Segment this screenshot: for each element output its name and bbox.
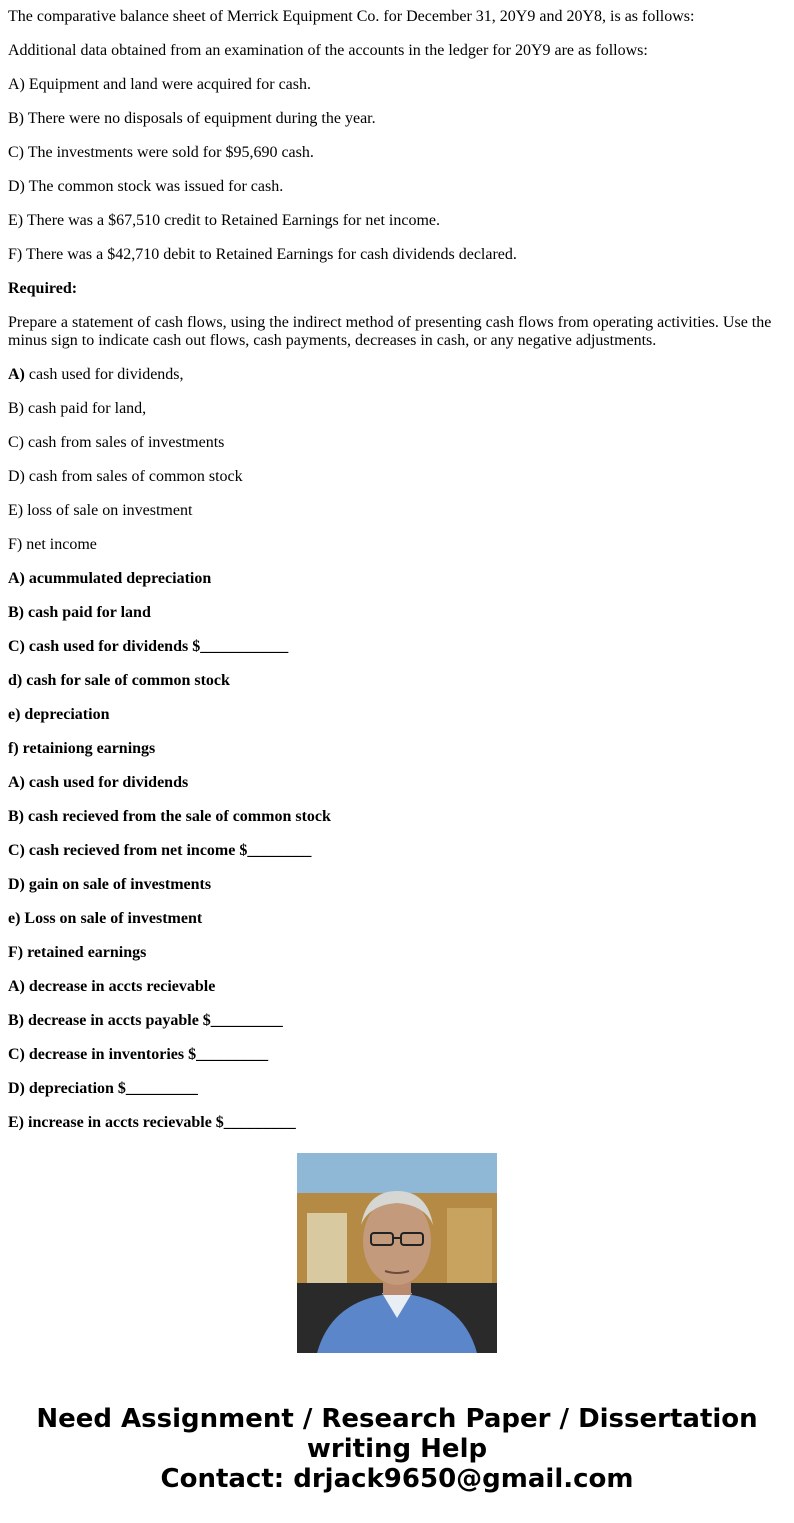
option-prefix: A) [8, 366, 25, 383]
answer-item: E) increase in accts recievable $_________ [8, 1114, 296, 1131]
promo-contact: Contact: drjack9650@gmail.com [160, 1464, 634, 1494]
option-item: C) cash from sales of investments [8, 434, 225, 451]
answer-item: d) cash for sale of common stock [8, 672, 230, 689]
data-item: C) The investments were sold for $95,690 cash. [8, 144, 314, 161]
data-item: B) There were no disposals of equipment during the year. [8, 110, 376, 127]
data-item: F) There was a $42,710 debit to Retained Earnings for cash dividends declared. [8, 246, 517, 263]
answer-item: D) depreciation $_________ [8, 1080, 198, 1097]
data-item: E) There was a $67,510 credit to Retained Earnings for net income. [8, 212, 441, 229]
intro-text: The comparative balance sheet of Merrick Equipment Co. for December 31, 20Y9 and 20Y8, is as follows: [8, 8, 695, 25]
option-item: D) cash from sales of common stock [8, 468, 243, 485]
answer-item: F) retained earnings [8, 944, 147, 961]
data-item: D) The common stock was issued for cash. [8, 178, 284, 195]
question-document [8, 0, 786, 1131]
answer-item: f) retainiong earnings [8, 740, 156, 757]
answer-item: D) gain on sale of investments [8, 876, 212, 893]
answer-item: B) cash recieved from the sale of common stock [8, 808, 331, 825]
promo-line: writing Help [306, 1434, 488, 1464]
answer-item: e) Loss on sale of investment [8, 910, 203, 927]
required-heading: Required: [8, 280, 78, 297]
option-text: cash used for dividends, [24, 366, 184, 383]
promo-line: Need Assignment / Research Paper / Dissertation [36, 1404, 758, 1434]
answer-item: A) decrease in accts recievable [8, 978, 216, 995]
answer-item: B) cash paid for land [8, 604, 151, 621]
instruction-text: Prepare a statement of cash flows, using the indirect method of presenting cash flows from operating activities. Use the minus sign to indicate cash out flows, cash payments, decreases in cash, or any negative adjustments. [8, 314, 772, 349]
option-item: E) loss of sale on investment [8, 502, 193, 519]
answer-item: A) cash used for dividends [8, 774, 189, 791]
person-portrait-icon [297, 1153, 497, 1353]
answer-item: A) acummulated depreciation [8, 570, 212, 587]
promo-banner [0, 1404, 794, 1494]
option-item: F) net income [8, 536, 97, 553]
answer-item: C) decrease in inventories $_________ [8, 1046, 269, 1063]
answer-item: B) decrease in accts payable $_________ [8, 1012, 283, 1029]
answer-item: e) depreciation [8, 706, 110, 723]
answer-item: C) cash used for dividends $___________ [8, 638, 289, 655]
answer-item: C) cash recieved from net income $________ [8, 842, 312, 859]
option-item [8, 366, 786, 384]
option-item: B) cash paid for land, [8, 400, 147, 417]
data-item: A) Equipment and land were acquired for cash. [8, 76, 311, 93]
avatar [297, 1153, 497, 1353]
additional-data-text: Additional data obtained from an examination of the accounts in the ledger for 20Y9 are as follows: [8, 42, 648, 59]
